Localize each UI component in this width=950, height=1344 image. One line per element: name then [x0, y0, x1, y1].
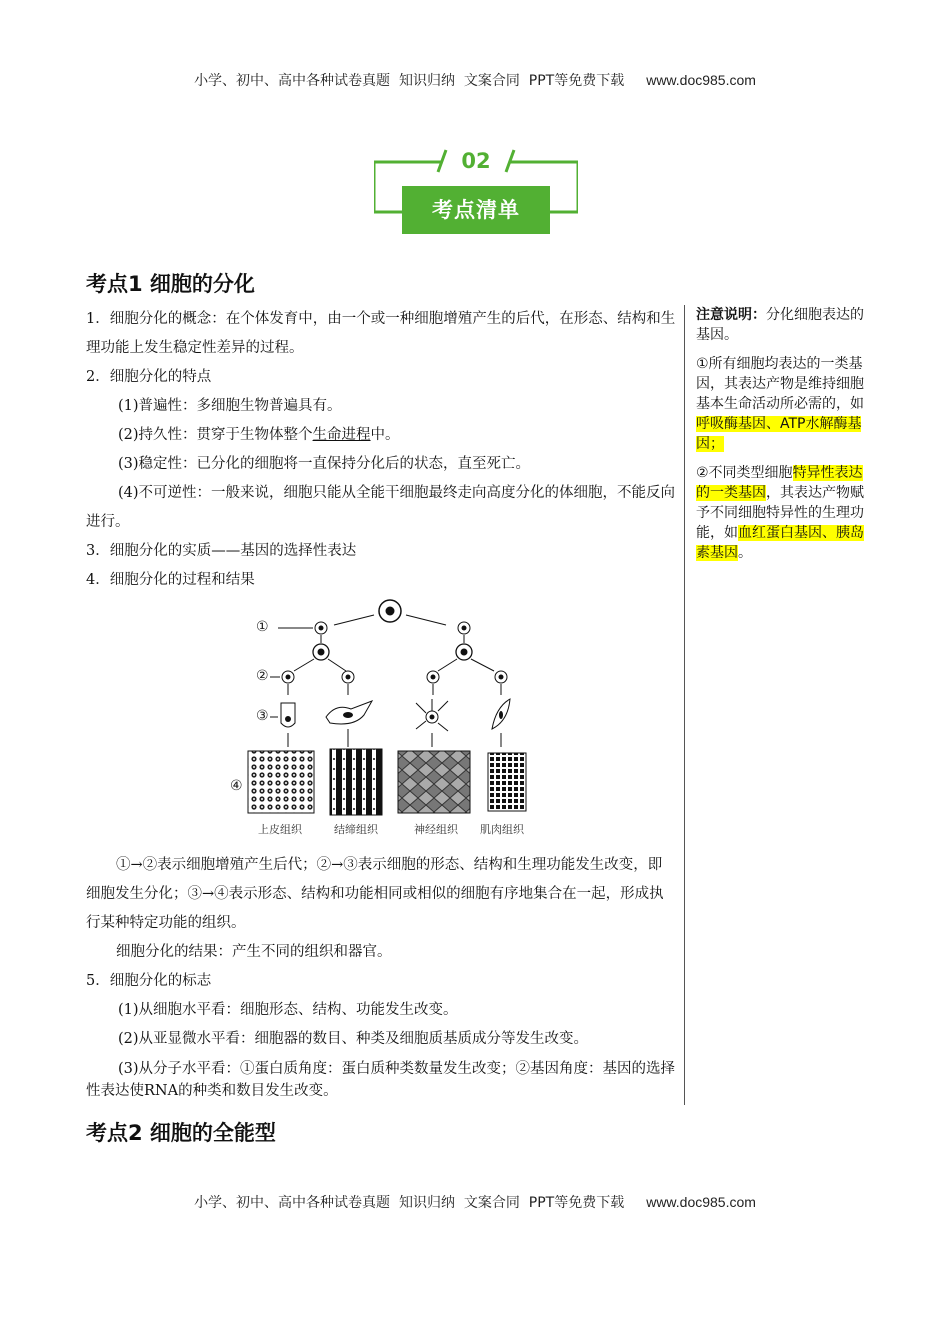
- section-badge: [374, 148, 578, 238]
- feature-irreversibility: (4)不可逆性：一般来说，细胞只能从全能干细胞最终走向高度分化的体细胞，不能反向进行。: [86, 485, 676, 530]
- figure-mark-2: ②: [256, 668, 269, 684]
- para-process-heading: 4．细胞分化的过程和结果: [86, 572, 255, 588]
- label-nervous: 神经组织: [414, 823, 458, 836]
- note-1-text: ①所有细胞均表达的一类基因，其表达产物是维持细胞基本生命活动所必需的，如: [696, 356, 864, 412]
- feature-stability: (3)稳定性：已分化的细胞将一直保持分化后的状态，直至死亡。: [118, 456, 531, 472]
- feature-universality: (1)普遍性：多细胞生物普遍具有。: [118, 398, 342, 414]
- sidebar-divider: [684, 305, 685, 1105]
- header-text: 小学、初中、高中各种试卷真题 知识归纳 文案合同 PPT等免费下载: [194, 73, 625, 89]
- marker-molecular-level: (3)从分子水平看：①蛋白质角度：蛋白质种类数量发生改变；②基因角度：基因的选择性表达使RNA的种类和数目发生改变。: [86, 1061, 676, 1099]
- badge-title: 考点清单: [402, 186, 550, 234]
- section-1-title: 考点1 细胞的分化: [86, 272, 255, 296]
- para-concept: 1．细胞分化的概念：在个体发育中，由一个或一种细胞增殖产生的后代，在形态、结构和生理功能上发生稳定性差异的过程。: [86, 311, 676, 356]
- page-footer: [0, 1192, 950, 1212]
- para-essence: 3．细胞分化的实质——基因的选择性表达: [86, 543, 357, 559]
- note-item-2: [696, 463, 864, 563]
- label-connective: 结缔组织: [334, 823, 378, 836]
- note-2-end: 。: [738, 545, 752, 561]
- feature-persistence-underline: 生命进程: [312, 427, 371, 443]
- footer-site-link[interactable]: www.doc985.com: [646, 1194, 756, 1210]
- section-2-title: 考点2 细胞的全能型: [86, 1121, 276, 1145]
- figure-mark-1: ①: [256, 619, 269, 635]
- note-item-1: [696, 354, 864, 454]
- note-2-highlight-a: 特异性表达的一类基因: [696, 465, 863, 501]
- sidebar-note: [696, 305, 864, 572]
- figure-mark-4: ④: [230, 778, 243, 794]
- para-process-explain: ①→②表示细胞增殖产生后代；②→③表示细胞的形态、结构和生理功能发生改变，即细胞发生分化；③→④表示形态、结构和功能相同或相似的细胞有序地集合在一起，形成执行某种特定功能的组织。: [86, 857, 664, 931]
- header-site-link[interactable]: www.doc985.com: [646, 72, 756, 88]
- note-title-rest: 分化细胞表达的基因。: [696, 307, 864, 343]
- figure-mark-3: ③: [256, 708, 269, 724]
- note-2-text: ②不同类型细胞: [696, 465, 793, 481]
- note-title: [696, 305, 864, 345]
- feature-persistence-text: (2)持久性：贯穿于生物体整个: [118, 427, 313, 443]
- badge-number: 02: [461, 149, 491, 173]
- marker-cell-level: (1)从细胞水平看：细胞形态、结构、功能发生改变。: [118, 1002, 458, 1018]
- footer-text: 小学、初中、高中各种试卷真题 知识归纳 文案合同 PPT等免费下载: [194, 1195, 625, 1211]
- differentiation-diagram: [226, 595, 546, 820]
- feature-persistence-end: 中。: [370, 427, 400, 443]
- note-2-highlight-b: 血红蛋白基因、胰岛素基因: [696, 525, 864, 561]
- para-features-heading: 2．细胞分化的特点: [86, 369, 212, 385]
- page-header: [0, 70, 950, 90]
- para-markers-heading: 5．细胞分化的标志: [86, 973, 212, 989]
- feature-persistence: [86, 421, 676, 450]
- marker-submicro-level: (2)从亚显微水平看：细胞器的数目、种类及细胞质基质成分等发生改变。: [118, 1031, 589, 1047]
- differentiation-figure: [226, 595, 546, 840]
- para-result: 细胞分化的结果：产生不同的组织和器官。: [116, 944, 392, 960]
- label-epithelial: 上皮组织: [258, 823, 302, 836]
- note-2-text-b: ，其表达产物赋予不同细胞特异性的生理功能，如: [696, 485, 864, 541]
- label-muscle: 肌肉组织: [480, 823, 524, 836]
- note-1-highlight: 呼吸酶基因、ATP水解酶基因；: [696, 416, 862, 452]
- note-title-bold: 注意说明：: [696, 307, 766, 323]
